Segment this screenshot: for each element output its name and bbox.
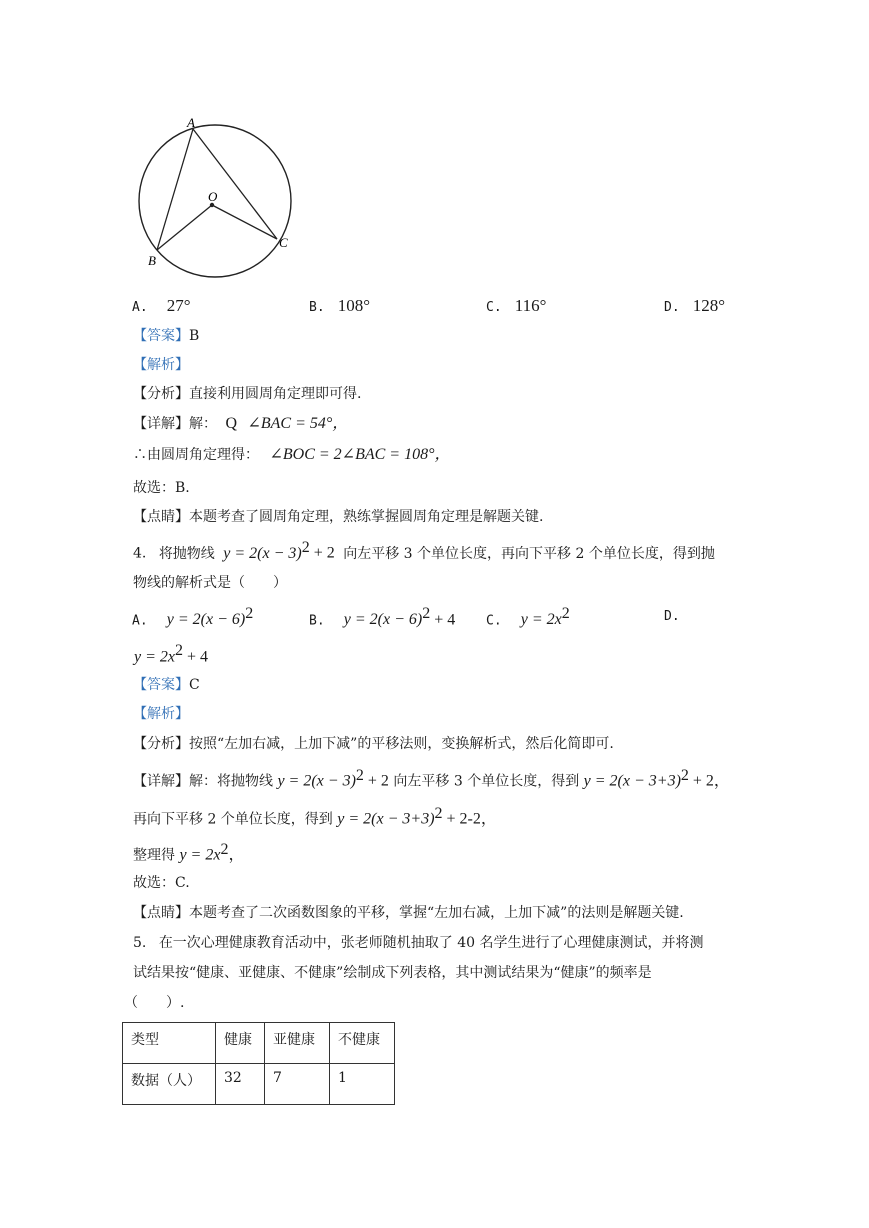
q3-option-a: A. 27° [132, 296, 191, 315]
label-c: C [279, 235, 288, 250]
label-b: B [148, 253, 156, 268]
q4-stem-line1: 4. 将抛物线 $y = 2(x - 3)^2 + 2$ 向左平移 3 个单位长度，再向下平移 2 个单位长度，得到抛 [133, 539, 715, 562]
table-cell: 类型 [123, 1023, 216, 1064]
table-cell: 1 [330, 1064, 395, 1105]
q4-choose: 故选：C. [133, 875, 190, 891]
q3-option-b: B. 108° [309, 296, 371, 315]
q3-choose: 故选：B. [133, 480, 190, 496]
q3-answer: 【答案】B [133, 328, 200, 344]
q5-stem-line2: 试结果按“健康、亚健康、不健康”绘制成下列表格，其中测试结果为“健康”的频率是 [133, 965, 652, 981]
q4-answer: 【答案】C [133, 677, 200, 693]
table-row [123, 1064, 395, 1105]
table-cell: 健康 [216, 1023, 265, 1064]
table-cell: 7 [265, 1064, 330, 1105]
q4-option-d-eq: $y = 2x^2 + 4$ [134, 642, 209, 666]
table-cell: 32 [216, 1064, 265, 1105]
q4-stem-line2: 物线的解析式是（ ） [133, 575, 287, 591]
q3-option-c: C. 116° [486, 296, 547, 315]
q3-detail: 【详解】解： Q ∠BAC = 54°， [133, 415, 349, 432]
radius-ob [157, 205, 212, 250]
q4-fenxi: 【分析】按照“左加右减，上加下减”的平移法则，变换解析式，然后化简即可. [133, 736, 614, 752]
label-o: O [208, 189, 218, 204]
q3-option-d: D. 128° [664, 296, 726, 315]
q3-analysis-tag: 【解析】 [133, 357, 189, 373]
q4-option-a: A. $y = 2(x - 6)^2$ [132, 605, 254, 629]
q4-detail-line2: 再向下平移 2 个单位长度，得到 $y = 2(x - 3+3)^2 + 2-2$， [133, 805, 497, 828]
q4-comment: 【点睛】本题考查了二次函数图象的平移，掌握“左加右减，上加下减”的法则是解题关键. [133, 905, 684, 921]
q4-option-b: B. $y = 2(x - 6)^2 + 4$ [309, 605, 456, 629]
q4-analysis-tag: 【解析】 [133, 706, 189, 722]
q5-stem-line3: （ ）. [124, 995, 185, 1011]
q4-detail-line3: 整理得 $y = 2x^2$， [133, 841, 245, 864]
q5-data-table [122, 1022, 395, 1105]
q4-option-c: C. $y = 2x^2$ [486, 605, 570, 629]
q3-detail-line2: ∴由圆周角定理得： ∠BOC = 2∠BAC = 108°， [133, 446, 451, 463]
chord-ac [193, 129, 277, 239]
label-a: A [187, 115, 195, 130]
table-header-row [123, 1023, 395, 1064]
radius-oc [212, 205, 277, 239]
q4-detail: 【详解】解：将抛物线 $y = 2(x - 3)^2 + 2$ 向左平移 3 个单位长度，得到 $y = 2(x - 3+3)^2 + 2$， [133, 767, 730, 790]
chord-ab [157, 129, 193, 250]
q3-comment: 【点睛】本题考查了圆周角定理，熟练掌握圆周角定理是解题关键. [133, 509, 544, 525]
table-cell: 数据（人） [123, 1064, 216, 1105]
q4-option-d: D. [664, 609, 680, 624]
q3-fenxi: 【分析】直接利用圆周角定理即可得. [133, 386, 362, 402]
circle-figure [128, 110, 308, 280]
table-cell: 亚健康 [265, 1023, 330, 1064]
table-cell: 不健康 [330, 1023, 395, 1064]
q5-stem-line1: 5. 在一次心理健康教育活动中，张老师随机抽取了 40 名学生进行了心理健康测试，并将测 [133, 935, 704, 951]
